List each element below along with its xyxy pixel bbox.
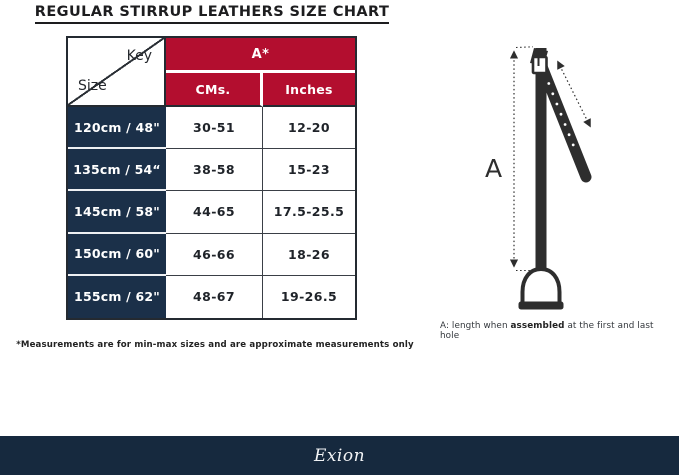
cms-cell: 46-66 [166,234,263,276]
size-cell: 150cm / 60" [68,234,166,276]
cms-cell: 30-51 [166,107,263,149]
caption-bold-word: assembled [510,321,565,331]
inches-cell: 12-20 [263,107,355,149]
stirrup-leather-illustration [440,30,670,330]
cms-cell: 48-67 [166,276,263,318]
dimension-label-a: A [485,154,503,183]
diagram-caption [440,321,675,341]
brand-logo-text: Exion [313,445,366,466]
column-header-inches: Inches [263,73,355,107]
cms-cell: 38-58 [166,149,263,191]
brand-footer [0,436,679,475]
column-header-cms: CMs. [166,73,263,107]
page-title: REGULAR STIRRUP LEATHERS SIZE CHART [35,4,389,24]
size-cell: 145cm / 58" [68,191,166,233]
dimension-arrow-a [514,47,534,271]
corner-key-label: Key [126,48,152,64]
table-corner-cell [68,38,166,107]
cms-cell: 44-65 [166,191,263,233]
size-cell: 120cm / 48" [68,107,166,149]
inches-cell: 19-26.5 [263,276,355,318]
caption-suffix: at the first and last hole [440,321,654,341]
buckle [533,57,547,73]
size-cell: 155cm / 62" [68,276,166,318]
caption-prefix: A: length when [440,321,511,331]
group-header-a: A* [166,38,355,73]
inches-cell: 18-26 [263,234,355,276]
size-chart-table [66,36,357,320]
loose-strap-end [541,64,586,177]
measurements-footnote: *Measurements are for min-max sizes and are approximate measurements only [16,340,414,350]
stirrup-iron [519,269,564,310]
corner-size-label: Size [78,78,107,94]
size-cell: 135cm / 54“ [68,149,166,191]
inches-cell: 15-23 [263,149,355,191]
stirrup-leather-diagram [440,30,670,330]
inches-cell: 17.5-25.5 [263,191,355,233]
page-title-wrap [0,1,424,24]
